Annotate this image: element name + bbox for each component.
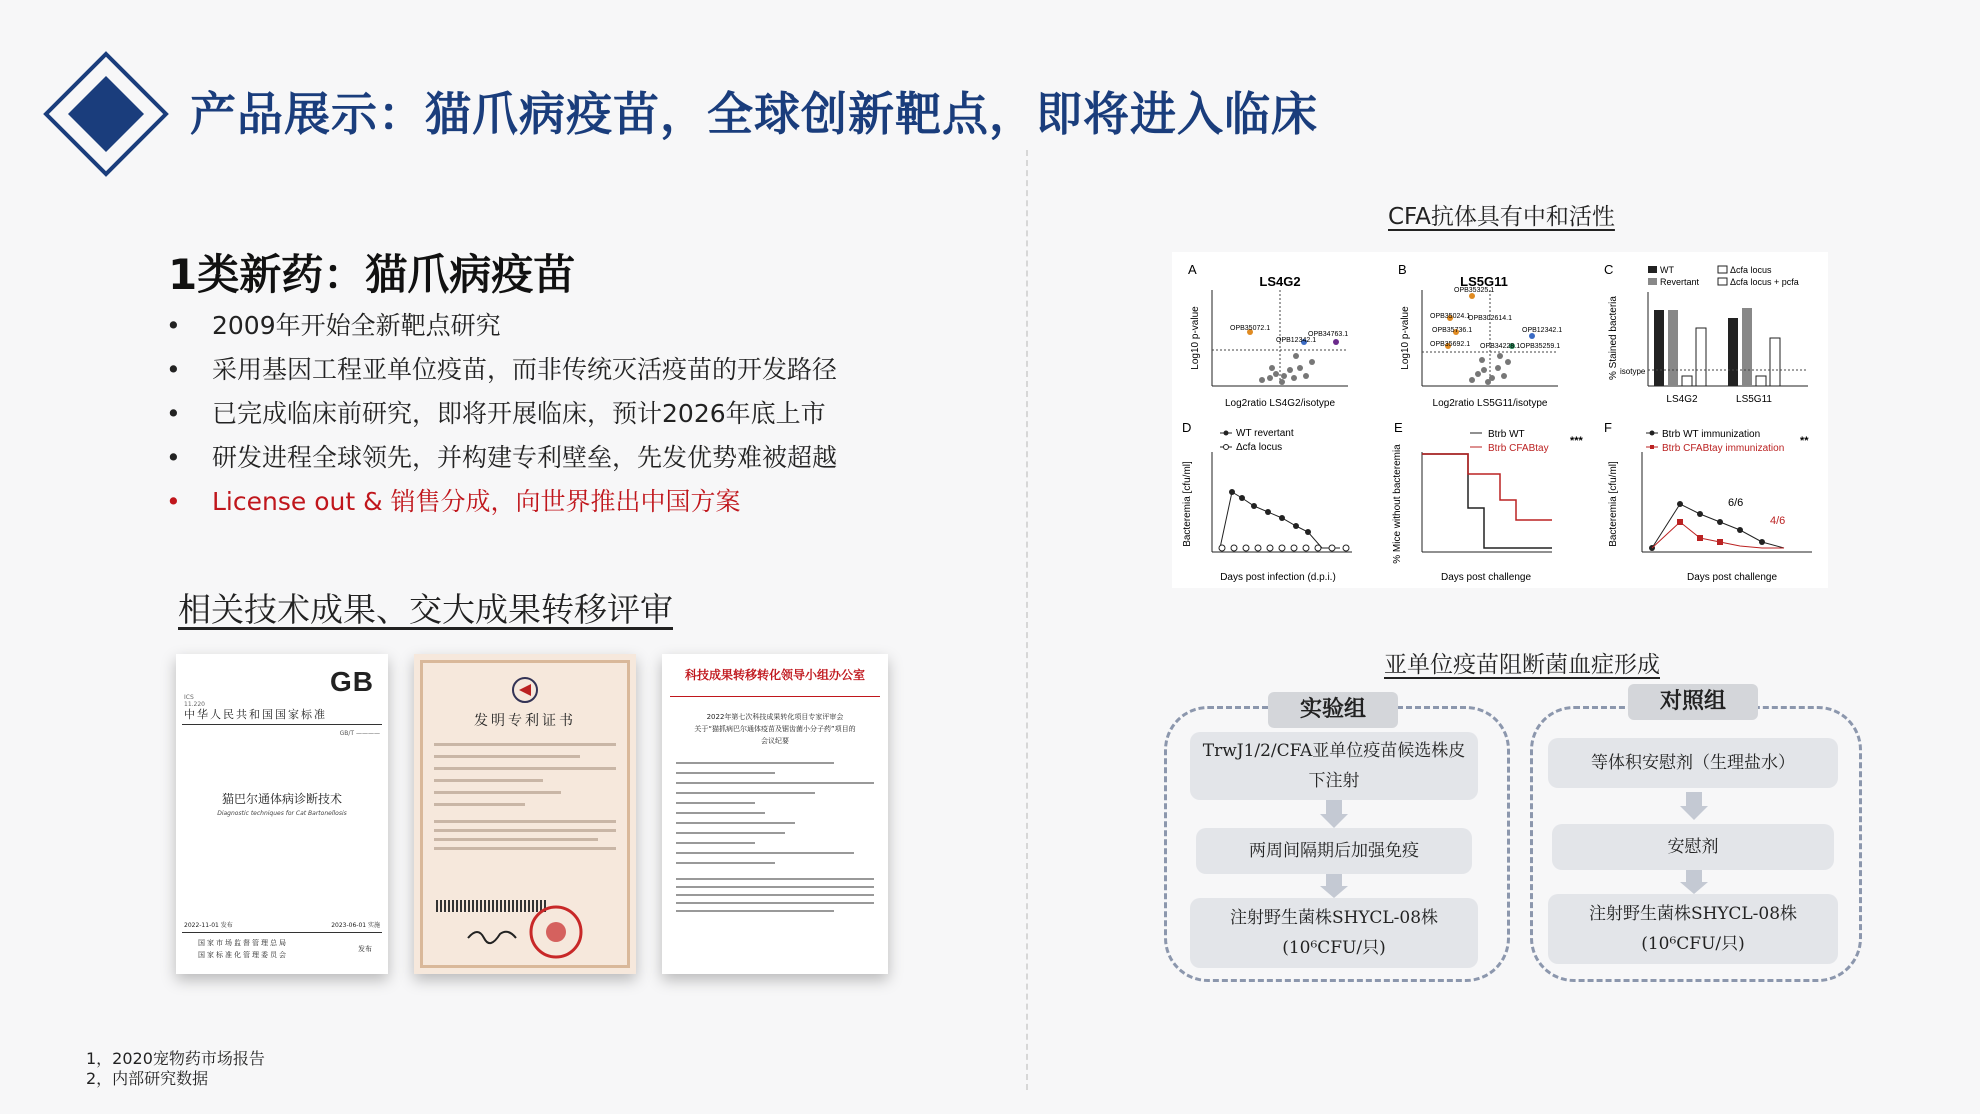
fig1-heading: CFA抗体具有中和活性 — [1388, 204, 1615, 230]
gb-standard-document: GB ICS 11.220 中华人民共和国国家标准 GB/T ———— 猫巴尔通体病诊断技术 Diagnostic techniques for Cat Bartonellosis 2022-11-01 发布 2023-06-01 实施 国家市场监督管理总局 国家标准化管理委员会 发布 — [176, 654, 388, 974]
svg-text:OPB12342.1: OPB12342.1 — [1276, 337, 1317, 344]
arrow-down-icon — [1686, 870, 1702, 882]
vertical-divider — [1026, 150, 1028, 1090]
arrow-down-icon — [1686, 792, 1702, 806]
gb-subtitle: Diagnostic techniques for Cat Bartonellosis — [217, 810, 347, 817]
panel-b — [1398, 262, 1562, 409]
panel-e — [1392, 420, 1584, 583]
exp-step-challenge: 注射野生菌株SHYCL-08株 (10⁶CFU/只) — [1190, 898, 1478, 968]
arrow-down-icon — [1326, 874, 1342, 886]
panel-f — [1604, 420, 1812, 583]
control-group-label: 对照组 — [1628, 684, 1758, 720]
signature-icon — [464, 924, 524, 946]
fig2-heading: 亚单位疫苗阻断菌血症形成 — [1384, 652, 1660, 678]
bullet-list — [160, 304, 860, 524]
svg-text:OPB302614.1: OPB302614.1 — [1468, 315, 1512, 322]
svg-text:Δcfa locus: Δcfa locus — [1730, 265, 1772, 275]
svg-text:OPB12342.1: OPB12342.1 — [1522, 327, 1563, 334]
svg-text:LS4G2: LS4G2 — [1666, 394, 1698, 405]
ctrl-step-challenge: 注射野生菌株SHYCL-08株 (10⁶CFU/只) — [1548, 894, 1838, 964]
svg-text:OPB35024.1: OPB35024.1 — [1430, 313, 1471, 320]
page-title: 产品展示：猫爪病疫苗，全球创新靶点，即将进入临床 — [190, 87, 1318, 141]
svg-text:isotype: isotype — [1620, 367, 1646, 376]
svg-text:Btrb CFABtay: Btrb CFABtay — [1488, 443, 1549, 454]
gb-org: 中华人民共和国国家标准 — [184, 708, 327, 721]
svg-text:Btrb WT: Btrb WT — [1488, 429, 1525, 440]
exp-step-booster: 两周间隔期后加强免疫 — [1196, 828, 1472, 874]
svg-text:6/6: 6/6 — [1728, 497, 1744, 509]
patent-title: 发明专利证书 — [474, 713, 576, 729]
svg-text:Δcfa locus: Δcfa locus — [1236, 442, 1283, 453]
svg-text:Btrb WT immunization: Btrb WT immunization — [1662, 429, 1761, 440]
gb-title: 猫巴尔通体病诊断技术 — [221, 792, 342, 806]
svg-text:LS5G11: LS5G11 — [1736, 394, 1772, 405]
ctrl-step-placebo: 等体积安慰剂（生理盐水） — [1548, 738, 1838, 788]
svg-text:Revertant: Revertant — [1660, 277, 1700, 287]
ctrl-step-placebo-2: 安慰剂 — [1552, 824, 1834, 870]
svg-text:LS4G2: LS4G2 — [1259, 274, 1301, 289]
svg-text:OPB34228.1: OPB34228.1 — [1480, 343, 1521, 350]
panel-a — [1188, 262, 1348, 409]
svg-text:OPB34763.1: OPB34763.1 — [1308, 331, 1349, 338]
svg-text:Bacteremia [cfu/ml]: Bacteremia [cfu/ml] — [1182, 461, 1193, 547]
panel-d — [1182, 420, 1352, 583]
arrow-down-icon — [1326, 800, 1342, 814]
svg-text:OPB35325.1: OPB35325.1 — [1454, 287, 1495, 294]
list-item: • 已完成临床前研究，即将开展临床，预计2026年底上市 — [166, 399, 826, 428]
svg-text:Log2ratio LS4G2/isotype: Log2ratio LS4G2/isotype — [1224, 398, 1336, 409]
svg-text:Days post infection (d.p.i.): Days post infection (d.p.i.) — [1220, 572, 1336, 583]
exp-step-injection: TrwJ1/2/CFA亚单位疫苗候选株皮下注射 — [1190, 732, 1478, 800]
svg-text:**: ** — [1800, 435, 1809, 447]
svg-text:B: B — [1398, 262, 1407, 277]
svg-text:Log2ratio LS5G11/isotype: Log2ratio LS5G11/isotype — [1432, 398, 1548, 409]
list-item: • 2009年开始全新靶点研究 — [166, 311, 501, 340]
svg-text:Δcfa locus + pcfa: Δcfa locus + pcfa — [1730, 277, 1799, 287]
svg-text:Days post challenge: Days post challenge — [1686, 572, 1778, 583]
svg-text:A: A — [1188, 262, 1197, 277]
list-item: • 采用基因工程亚单位疫苗，而非传统灭活疫苗的开发路径 — [166, 355, 838, 384]
svg-text:E: E — [1394, 420, 1403, 435]
svg-text:Days post challenge: Days post challenge — [1440, 572, 1532, 583]
patent-certificate — [414, 654, 636, 974]
svg-text:WT: WT — [1660, 265, 1674, 275]
svg-text:Bacteremia [cfu/ml]: Bacteremia [cfu/ml] — [1608, 461, 1619, 547]
experimental-group-label: 实验组 — [1268, 692, 1398, 728]
footnote: 2，内部研究数据 — [86, 1069, 209, 1088]
patent-emblem-icon — [505, 674, 545, 706]
logo-diamond-icon — [42, 50, 170, 178]
svg-text:F: F — [1604, 420, 1612, 435]
svg-text:Btrb CFABtay immunization: Btrb CFABtay immunization — [1662, 443, 1785, 454]
svg-text:C: C — [1604, 262, 1614, 277]
research-figure-panel — [1172, 252, 1828, 588]
svg-text:Log10 p-value: Log10 p-value — [1400, 306, 1411, 370]
list-item: • 研发进程全球领先，并构建专利壁垒，先发优势难被超越 — [166, 443, 838, 472]
svg-text:OPB35259.1: OPB35259.1 — [1520, 343, 1561, 350]
minutes-header: 科技成果转移转化领导小组办公室 — [684, 668, 865, 682]
svg-text:% Stained bacteria: % Stained bacteria — [1608, 296, 1619, 380]
svg-text:LS5G11: LS5G11 — [1460, 274, 1508, 289]
official-seal-icon — [528, 904, 584, 960]
review-minutes-document: 科技成果转移转化领导小组办公室 2022年第七次科技成果转化项目专家评审会 关于“猫抓病巴尔通体疫苗及锯齿菌小分子药”项目的 会议纪要 — [662, 654, 888, 974]
svg-text:D: D — [1182, 420, 1192, 435]
tech-heading: 相关技术成果、交大成果转移评审 — [178, 590, 673, 629]
gb-logo: GB — [330, 666, 374, 697]
svg-text:OPB35692.1: OPB35692.1 — [1430, 341, 1471, 348]
footnote: 1，2020宠物药市场报告 — [86, 1049, 265, 1068]
svg-text:OPB35072.1: OPB35072.1 — [1230, 325, 1271, 332]
list-item: • License out & 销售分成，向世界推出中国方案 — [166, 487, 741, 516]
svg-text:OPB35736.1: OPB35736.1 — [1432, 327, 1473, 334]
svg-text:***: *** — [1570, 435, 1583, 447]
svg-text:4/6: 4/6 — [1770, 515, 1786, 527]
svg-text:% Mice without bacteremia: % Mice without bacteremia — [1392, 444, 1403, 564]
drug-subtitle: 1类新药：猫爪病疫苗 — [168, 250, 576, 299]
svg-text:WT revertant: WT revertant — [1236, 428, 1294, 439]
svg-text:Log10 p-value: Log10 p-value — [1190, 306, 1201, 370]
panel-c — [1604, 262, 1808, 405]
